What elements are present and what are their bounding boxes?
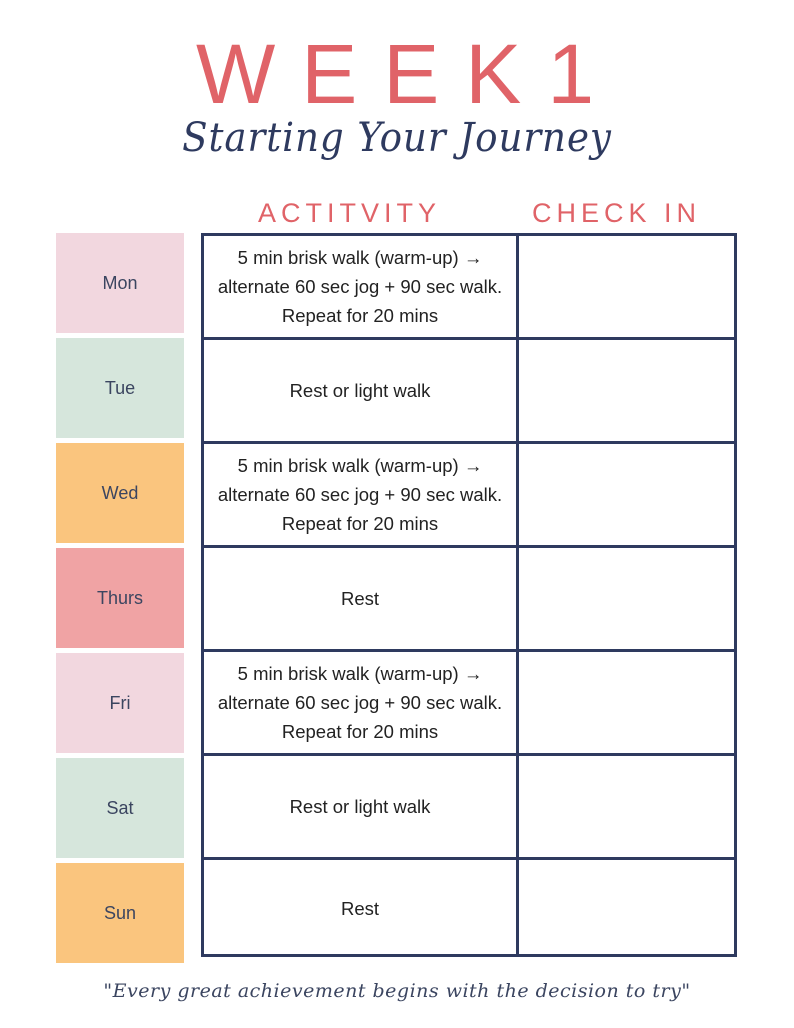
table-row (204, 444, 734, 548)
activity-cell: 5 min brisk walk (warm-up) → alternate 60 sec jog + 90 sec walk. Repeat for 20 mins (204, 236, 519, 337)
day-label-thurs: Thurs (56, 548, 184, 648)
day-label-wed: Wed (56, 443, 184, 543)
day-label-tue: Tue (56, 338, 184, 438)
activity-column-header: ACTITVITY (258, 198, 442, 228)
activity-cell: 5 min brisk walk (warm-up) → alternate 60 sec jog + 90 sec walk. Repeat for 20 mins (204, 444, 519, 545)
table-row (204, 236, 734, 340)
table-row (204, 340, 734, 444)
activity-cell: Rest (204, 860, 519, 957)
check-in-cell[interactable] (519, 444, 734, 545)
activity-cell: Rest (204, 548, 519, 649)
day-labels (56, 233, 184, 968)
check-in-column-header: CHECK IN (532, 198, 702, 228)
day-label-fri: Fri (56, 653, 184, 753)
activity-cell: Rest or light walk (204, 340, 519, 441)
day-label-mon: Mon (56, 233, 184, 333)
day-label-sat: Sat (56, 758, 184, 858)
activity-cell: 5 min brisk walk (warm-up) → alternate 60 sec jog + 90 sec walk. Repeat for 20 mins (204, 652, 519, 753)
check-in-cell[interactable] (519, 756, 734, 857)
schedule-table (201, 233, 737, 957)
footer-quote: "Every great achievement begins with the decision to try" (103, 980, 691, 1002)
table-row (204, 860, 734, 957)
check-in-cell[interactable] (519, 860, 734, 957)
check-in-cell[interactable] (519, 236, 734, 337)
check-in-cell[interactable] (519, 340, 734, 441)
day-label-sun: Sun (56, 863, 184, 963)
check-in-cell[interactable] (519, 652, 734, 753)
table-row (204, 548, 734, 652)
page-title: WEEK1 (195, 27, 621, 121)
table-row (204, 756, 734, 860)
activity-cell: Rest or light walk (204, 756, 519, 857)
check-in-cell[interactable] (519, 548, 734, 649)
table-row (204, 652, 734, 756)
page-subtitle: Starting Your Journey (182, 115, 612, 161)
